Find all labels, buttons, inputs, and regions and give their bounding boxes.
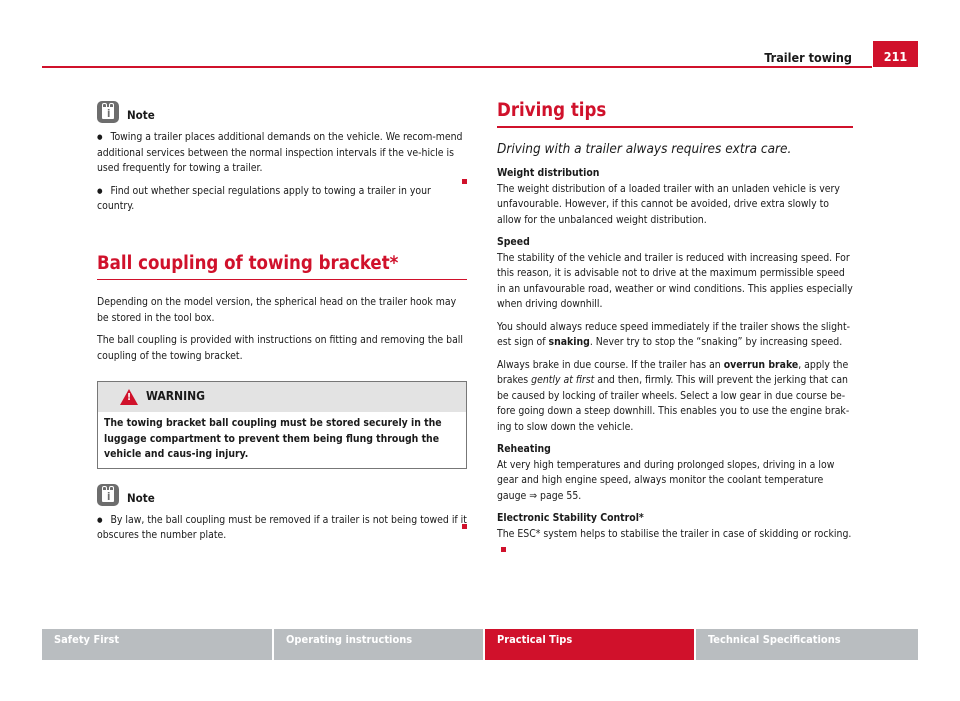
subheading: Weight distribution — [497, 167, 600, 179]
tab-safety-first[interactable]: Safety First — [42, 629, 272, 660]
paragraph: Depending on the model version, the spherical head on the trailer hook may be stored in the tool box. — [97, 296, 457, 324]
page-reference-link[interactable]: ⇒ page 55. — [529, 489, 582, 502]
warning-box — [97, 381, 467, 469]
subheading: Speed — [497, 236, 530, 248]
paragraph: The stability of the vehicle and trailer is reduced with increasing speed. For this reason, it is advisable not to drive at the maximum permissible speed in an unfavourable road, weather or wind conditions. This applies especially when driving downhill. — [497, 251, 853, 310]
warning-text: The towing bracket ball coupling must be stored securely in the luggage compartment to prevent them being flung through the vehicle and caus-ing injury. — [104, 417, 442, 460]
section-title: Ball coupling of towing bracket* — [97, 252, 399, 274]
section-subtitle: Driving with a trailer always requires extra care. — [497, 140, 792, 157]
tab-practical-tips[interactable]: Practical Tips — [485, 629, 694, 660]
section-title: Driving tips — [497, 100, 607, 121]
page-number: 211 — [873, 41, 918, 67]
note-icon: i — [97, 101, 119, 123]
note-icon: i — [97, 484, 119, 506]
note-bullet: ● Find out whether special regulations apply to towing a trailer in your country. — [97, 184, 467, 215]
note-header — [97, 479, 467, 511]
tab-operating-instructions[interactable]: Operating instructions — [274, 629, 483, 660]
section-end-mark — [501, 547, 506, 552]
note-bullet: ● Towing a trailer places additional demands on the vehicle. We recom-mend additional services between the normal inspection intervals if the ve-hicle is used frequently for towing a trailer. — [97, 130, 467, 177]
note-label: Note — [127, 490, 155, 505]
section-title-rule — [497, 126, 853, 128]
paragraph: You should always reduce speed immediately if the trailer shows the slight-est sign of snaking. Never try to stop the “snaking” by increasing speed. — [497, 320, 851, 348]
tab-technical-specifications[interactable]: Technical Specifications — [696, 629, 918, 660]
paragraph: The ESC* system helps to stabilise the trailer in case of skidding or rocking. — [497, 527, 853, 558]
paragraph: At very high temperatures and during prolonged slopes, driving in a low gear and high engine speed, always monitor the coolant temperature gauge ⇒ page 55. — [497, 458, 835, 502]
footer-chapter-tabs — [42, 629, 918, 660]
running-header-title: Trailer towing — [764, 50, 852, 65]
subheading: Reheating — [497, 443, 551, 455]
note-bullet: ● By law, the ball coupling must be removed if a trailer is not being towed if it obscures the number plate. — [97, 513, 467, 544]
warning-icon: ! — [120, 389, 138, 405]
paragraph: Always brake in due course. If the trailer has an overrun brake, apply the brakes gently at first and then, firmly. This will prevent the jerking that can be caused by locking of trailer wheels. Select a low gear in due course be-fore going down a steep downhill. This enables you to use the engine brak-ing to slow down the vehicle. — [497, 358, 850, 433]
paragraph: The weight distribution of a loaded trailer with an unladen vehicle is very unfavourable. However, if this cannot be avoided, drive extra slowly to allow for the unbalanced weight distribution. — [497, 182, 840, 226]
warning-header — [98, 382, 466, 412]
warning-label: WARNING — [146, 389, 205, 404]
note-label: Note — [127, 108, 155, 123]
note-header — [97, 96, 467, 128]
right-column — [497, 96, 853, 565]
left-column — [97, 96, 467, 551]
header-rule — [42, 66, 872, 68]
paragraph: The ball coupling is provided with instructions on fitting and removing the ball coupling of the towing bracket. — [97, 334, 463, 362]
subheading: Electronic Stability Control* — [497, 512, 644, 524]
section-end-mark — [462, 179, 467, 184]
